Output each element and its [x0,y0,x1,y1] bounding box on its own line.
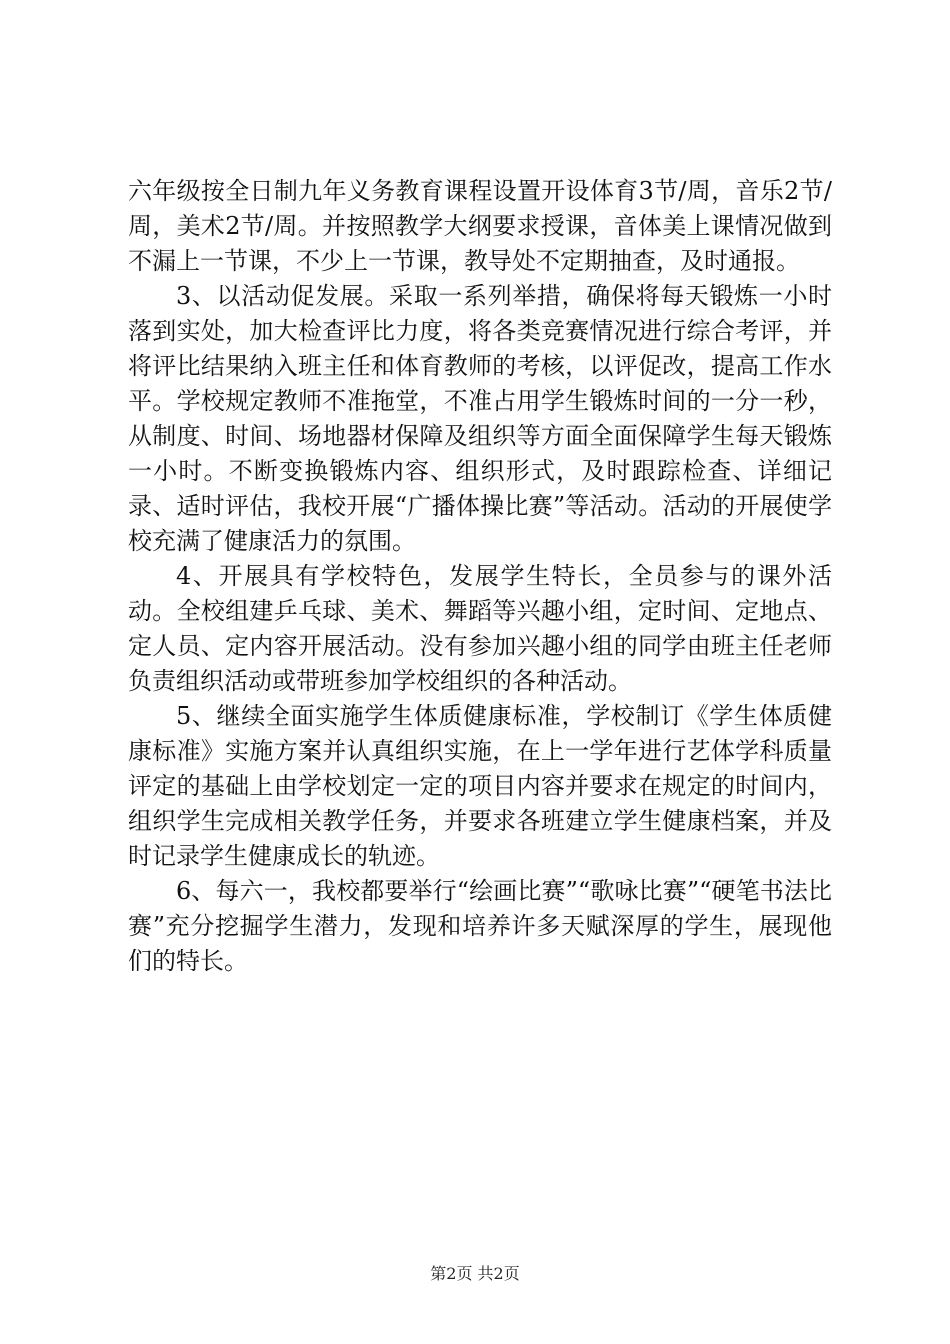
paragraph-item-6: 6、每六一，我校都要举行“绘画比赛”“歌咏比赛”“硬笔书法比赛”充分挖掘学生潜力，发现和培养许多天赋深厚的学生，展现他们的特长。 [128,877,832,975]
page-number-footer: 第2页 共2页 [430,1264,520,1283]
paragraph-continuation: 六年级按全日制九年义务教育课程设置开设体育3节/周，音乐2节/周，美术2节/周。并按照教学大纲要求授课，音体美上课情况做到不漏上一节课，不少上一节课，教导处不定期抽查，及时通报。 [128,177,832,275]
document-body [128,174,832,979]
paragraph-item-5: 5、继续全面实施学生体质健康标准，学校制订《学生体质健康标准》实施方案并认真组织实施，在上一学年进行艺体学科质量评定的基础上由学校划定一定的项目内容并要求在规定的时间内，组织学生完成相关教学任务，并要求各班建立学生健康档案，并及时记录学生健康成长的轨迹。 [128,702,832,870]
paragraph-item-4: 4、开展具有学校特色，发展学生特长，全员参与的课外活动。全校组建乒乓球、美术、舞蹈等兴趣小组，定时间、定地点、定人员、定内容开展活动。没有参加兴趣小组的同学由班主任老师负责组织活动或带班参加学校组织的各种活动。 [128,562,832,695]
paragraph-item-3: 3、以活动促发展。采取一系列举措，确保将每天锻炼一小时落到实处，加大检查评比力度，将各类竞赛情况进行综合考评，并将评比结果纳入班主任和体育教师的考核，以评促改，提高工作水平。学校规定教师不准拖堂，不准占用学生锻炼时间的一分一秒，从制度、时间、场地器材保障及组织等方面全面保障学生每天锻炼一小时。不断变换锻炼内容、组织形式，及时跟踪检查、详细记录、适时评估，我校开展“广播体操比赛”等活动。活动的开展使学校充满了健康活力的氛围。 [128,282,832,555]
